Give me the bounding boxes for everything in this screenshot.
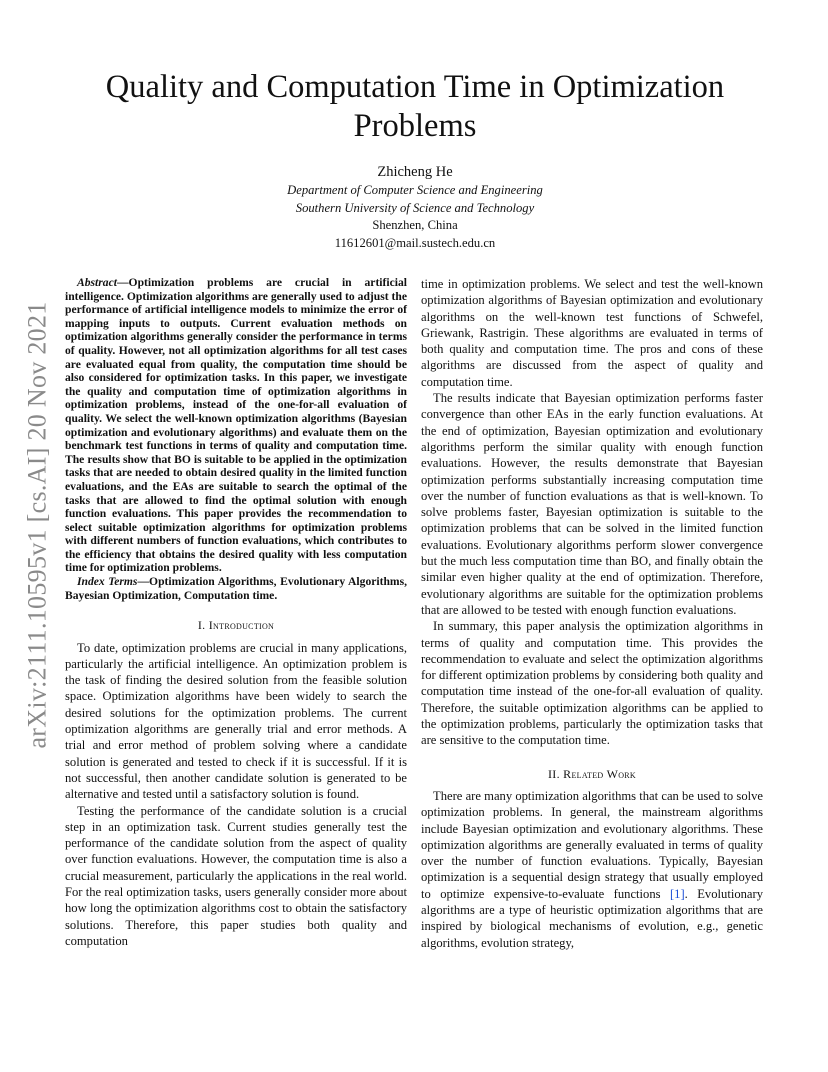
arxiv-identifier <box>14 290 62 760</box>
author-university: Southern University of Science and Technology <box>295 200 535 215</box>
author-block <box>160 162 670 252</box>
left-column <box>65 276 407 949</box>
abstract <box>65 276 407 575</box>
section-heading-introduction: I. Introduction <box>197 618 275 633</box>
right-column <box>421 276 763 951</box>
intro-paragraph-4: The results indicate that Bayesian optimization performs faster convergence than other EAs in the early function evaluations. At the end of optimization, Bayesian optimization and evolutionary algorithms perform the similar quality with enough function evaluations. However, the results demonstrate that Bayesian optimization performs substantially increasing computation time over the number of function evaluations as that is well-known. To solve problems faster, Bayesian optimization is suitable to the optimization problems that can be solved in the limited function evaluations. Evolutionary algorithms perform slower convergence but the much less computation time than BO, and finally obtain the similar even higher quality at the end of optimization. Therefore, evolutionary algorithms are suitable for the optimization problems that are allowed to be tested with enough function evaluations. <box>421 391 763 617</box>
citation-link[interactable]: [1] <box>669 886 685 901</box>
related-text-2: . Evolutionary algorithms are a type of heuristic optimization algorithms that are inspired by biological mechanisms of evolution, e.g., genetic algorithms, evolution strategy, <box>421 886 763 950</box>
abstract-text: —Optimization problems are crucial in artificial intelligence. Optimization algorithms are generally used to adjust the performance of artificial intelligence models to minimize the error of mapping inputs to outputs. Current evaluation methods on optimization algorithms generally consider the performance in terms of quality. However, not all optimization algorithms for all test cases are evaluated equal from quality, the computation time should be also considered for optimization tasks. In this paper, we investigate the quality and computation time of optimization algorithms in optimization problems, instead of the one-for-all evaluation of quality. We select the well-known optimization algorithms (Bayesian optimization and evolutionary algorithms) and evaluate them on the benchmark test functions in terms of quality and computation time. The results show that BO is suitable to be applied in the optimization tasks that are needed to obtain desired quality in the limited function evaluations, and the EAs are suitable to search the optimal of the tasks that are allowed to find the optimal solution with enough function evaluations. This paper provides the recommendation to select suitable optimization algorithms for optimization problems with different numbers of function evaluations, which contributes to the efficiency that obtains the desired quality with less computation time for optimization problems. <box>65 276 407 575</box>
author-department: Department of Computer Science and Engineering <box>287 183 543 197</box>
related-work-paragraph <box>421 788 763 951</box>
paper-title: Quality and Computation Time in Optimization Problems <box>105 69 725 144</box>
author-email: 11612601@mail.sustech.edu.cn <box>334 235 496 250</box>
section-heading-related-work: II. Related Work <box>547 766 636 781</box>
intro-paragraph-3: time in optimization problems. We select and test the well-known optimization algorithms of Bayesian optimization and evolutionary algorithms on the well-known test functions of Schwefel, Griewank, Rastrigin. These algorithms are evaluated in terms of both quality and computation time. The pros and cons of these algorithms are discussed from the aspect of quality and computation time. <box>421 277 763 389</box>
index-terms-text: —Optimization Algorithms, Evolutionary Algorithms, Bayesian Optimization, Computation time. <box>65 575 407 602</box>
arxiv-id-text: arXiv:2111.10595v1 [cs.AI] 20 Nov 2021 <box>23 301 53 749</box>
intro-paragraph-5: In summary, this paper analysis the optimization algorithms in terms of quality and computation time. This provides the recommendation to evaluate and select the optimization algorithms for different optimization problems by considering both quality and computation time instead of the one-for-all evaluation of quality. Therefore, the suitable optimization algorithms can be applied to the optimization problems, particularly the optimization tasks that are sensitive to the computation time. <box>421 619 763 748</box>
related-text-1: There are many optimization algorithms that can be used to solve optimization problems. In general, the mainstream algorithms include Bayesian optimization and evolutionary algorithms. These optimization algorithms are generally evaluated in terms of quality over the number of function evaluations. Typically, Bayesian optimization is a sequential design strategy that usually employed to optimize expensive-to-evaluate functions <box>421 788 763 901</box>
intro-paragraph-1: To date, optimization problems are crucial in many applications, particularly the artificial intelligence. An optimization problem is the task of finding the desired solution from the feasible solution space. Optimization algorithms have been widely to search the desired solutions for the optimization problems. The current optimization algorithms are generally trial and error methods. A trial and error method of problem solving where a candidate solution is generated and tested to check if it is successful. If it is not successful, then another candidate solution is generated to be alternative and tested until a satisfactory solution is found. <box>65 640 407 802</box>
abstract-lead: Abstract <box>77 276 117 289</box>
author-location: Shenzhen, China <box>372 218 458 232</box>
intro-paragraph-2: Testing the performance of the candidate solution is a crucial step in an optimization task. Current studies generally test the performance of the candidate solution from the aspect of quality over function evaluations. However, the computation time is also a crucial measurement, particularly the applications in the real world. For the real optimization tasks, users generally consider more about how long the optimization algorithms cost to obtain the satisfactory solutions. Therefore, this paper studies both quality and computation <box>65 803 407 948</box>
index-terms-lead: Index Terms <box>77 575 138 589</box>
index-terms <box>65 575 407 602</box>
author-name: Zhicheng He <box>377 164 453 180</box>
